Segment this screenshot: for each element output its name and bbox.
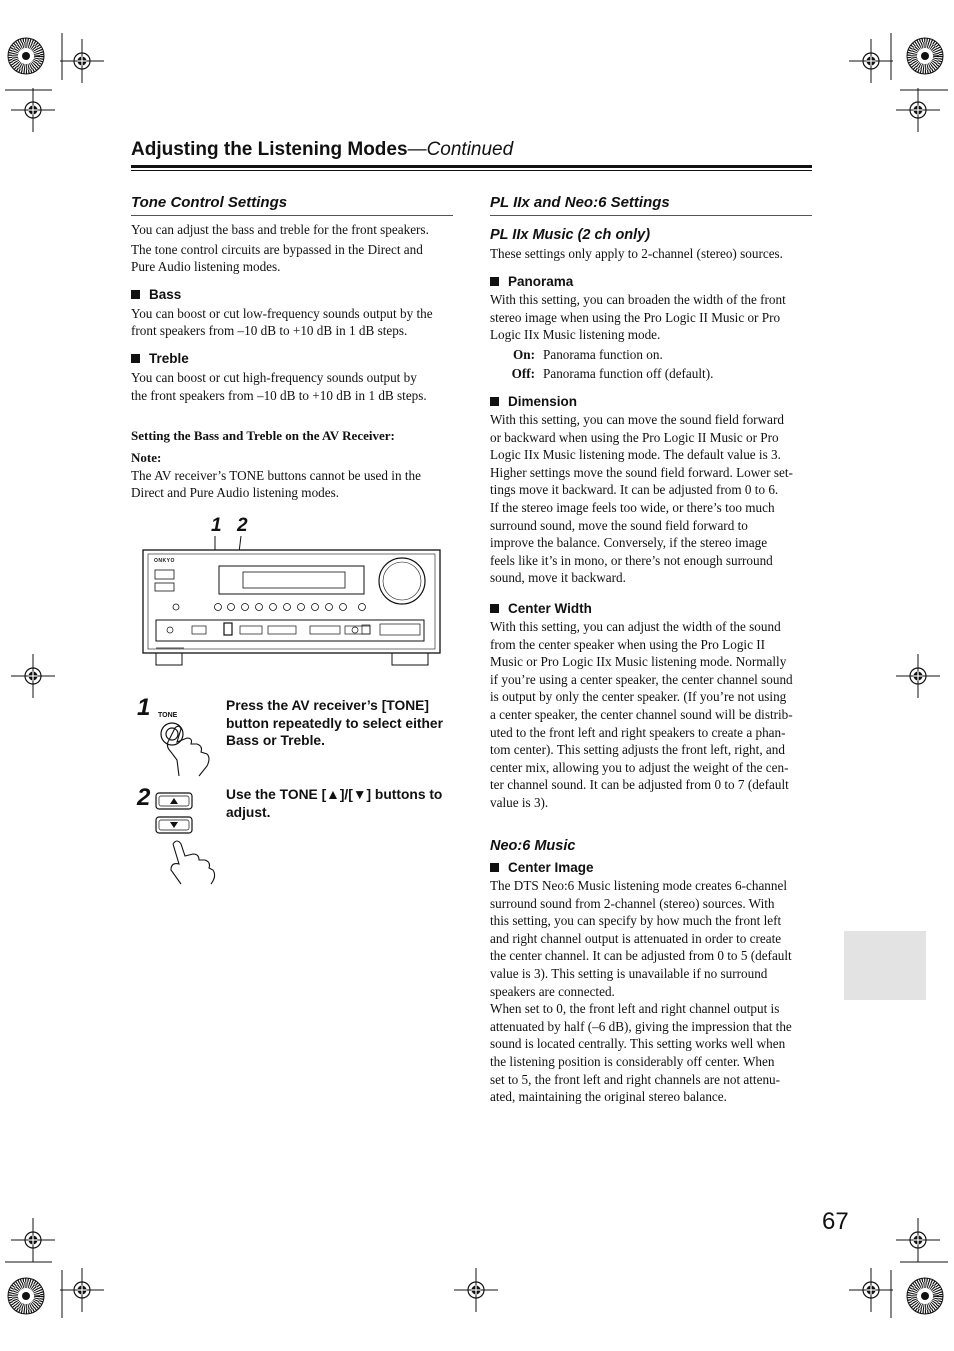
text-line: attenuated by half (–6 dB), giving the impression that the [490,1018,792,1034]
bullet-square-icon [490,277,499,286]
text-line: this setting, you can specify by how much the front left [490,913,782,929]
center-width-text [490,618,793,812]
text-line: the center channel. It can be adjusted from 0 to 5 (default [490,948,792,964]
text-line: stereo image when using the Pro Logic II Music or Pro [490,309,781,325]
text-line: if you’re using a center speaker, the center channel sound [490,671,793,687]
pl-neo-title: PL IIx and Neo:6 Settings [490,194,670,211]
text-line: improve the balance. Conversely, if the stereo image [490,535,768,551]
text-line: With this setting, you can adjust the width of the sound [490,619,781,634]
text-line: the listening position is considerably off center. When [490,1053,775,1069]
panorama-text [490,291,786,344]
text-line: Logic IIx Music listening mode. [490,327,661,343]
page-number: 67 [822,1208,849,1235]
callout-1: 1 [211,515,222,536]
panorama-heading [490,274,573,289]
bullet-square-icon [131,354,140,363]
note-text-1: The AV receiver’s TONE buttons cannot be used in the [131,468,421,483]
tone-control-title: Tone Control Settings [131,194,288,211]
text-line: speakers are connected. [490,983,615,999]
tone-button-label: TONE [158,712,178,719]
dimension-text [490,411,793,587]
text-line: value is 3). This setting is unavailable if no surround [490,965,768,981]
page-title [131,139,513,161]
callout-2: 2 [237,515,248,536]
center-image-label: Center Image [508,860,594,875]
setting-heading: Setting the Bass and Treble on the AV Receiver: [131,428,395,443]
pl-iix-music-text: These settings only apply to 2-channel (stereo) sources. [490,246,783,261]
device-brand-logo: ONKYO [154,558,175,564]
step-2-line-2: adjust. [226,805,271,820]
tone-intro-2a: The tone control circuits are bypassed in the Direct and [131,242,423,257]
panorama-off-row [500,365,713,383]
bass-label: Bass [149,287,182,302]
neo6-music-subtitle: Neo:6 Music [490,838,576,854]
text-line: If the stereo image feels too wide, or there’s too much [490,499,775,515]
text-line: When set to 0, the front left and right channel output is [490,1001,780,1017]
center-image-text [490,877,792,1106]
header-rule [131,165,812,168]
text-line: uted to the front left and right speakers to create a phan- [490,724,786,740]
section-tab [844,931,926,1000]
tone-intro-1: You can adjust the bass and treble for the front speakers. [131,222,429,237]
text-line: and right channel output is attenuated in order to create [490,930,782,946]
panorama-on-row [500,346,663,364]
text-line: With this setting, you can broaden the width of the front [490,292,786,307]
step-2-line-1: Use the TONE [▲]/[▼] buttons to [226,787,443,802]
step-1-number: 1 [137,694,151,721]
page-title-main: Adjusting the Listening Modes [131,139,408,160]
panorama-on-key: On: [513,347,535,362]
center-width-label: Center Width [508,601,592,616]
tone-button-press-icon [155,720,215,778]
av-receiver-illustration [140,536,445,671]
text-line: center mix, allowing you to adjust the weight of the cen- [490,759,789,775]
center-width-heading [490,601,592,616]
panorama-off-key: Off: [511,366,535,381]
center-image-heading [490,860,594,875]
text-line: or backward when using the Pro Logic II Music or Pro [490,429,779,445]
bass-heading [131,287,181,302]
bullet-square-icon [490,604,499,613]
text-line: tings move it backward. It can be adjusted from 0 to 6. [490,482,779,498]
treble-text-2: the front speakers from –10 dB to +10 dB in 1 dB steps. [131,388,427,403]
text-line: With this setting, you can move the sound field forward [490,412,784,427]
text-line: from the center speaker when using the Pro Logic II [490,636,766,652]
bullet-square-icon [490,863,499,872]
text-line: tom center). This setting adjusts the front left, right, and [490,742,785,758]
text-line: ter channel sound. It can be adjusted from 0 to 7 (default [490,777,789,793]
text-line: is output by only the center speaker. (If you’re not using [490,689,787,705]
text-line: set to 5, the front left and right channels are not attenu- [490,1071,781,1087]
bullet-square-icon [490,397,499,406]
text-line: sound, move it backward. [490,570,626,586]
text-line: Logic IIx Music listening mode. The default value is 3. [490,447,781,463]
text-line: The DTS Neo:6 Music listening mode creates 6-channel [490,878,788,893]
treble-label: Treble [149,351,189,366]
tone-intro-2b: Pure Audio listening modes. [131,259,281,274]
tone-section-rule [131,215,453,216]
page-title-continued: —Continued [407,139,514,160]
tone-up-down-buttons-icon [155,792,217,886]
step-1-line-2: button repeatedly to select either [226,716,443,731]
text-line: Higher settings move the sound field forward. Lower set- [490,464,793,480]
header-rule-thin [131,170,812,171]
dimension-heading [490,394,577,409]
text-line: value is 3). [490,794,549,810]
bass-text-2: front speakers from –10 dB to +10 dB in 1 dB steps. [131,323,408,338]
bass-text-1: You can boost or cut low-frequency sounds output by the [131,306,433,321]
dimension-label: Dimension [508,394,578,409]
note-label: Note: [131,450,162,465]
step-1-line-1: Press the AV receiver’s [TONE] [226,698,429,713]
panorama-off-value: Panorama function off (default). [543,366,714,381]
panorama-on-value: Panorama function on. [543,347,663,362]
panorama-label: Panorama [508,274,574,289]
treble-text-1: You can boost or cut high-frequency sounds output by [131,370,417,385]
pl-iix-music-subtitle: PL IIx Music (2 ch only) [490,227,651,243]
text-line: surround sound, move the sound field forward to [490,517,748,533]
text-line: feels like it’s in mono, or there’s not enough surround [490,552,773,568]
bullet-square-icon [131,290,140,299]
pl-section-rule [490,215,812,216]
note-text-2: Direct and Pure Audio listening modes. [131,485,340,500]
text-line: Music or Pro Logic IIx Music listening mode. Normally [490,654,787,670]
step-2-number: 2 [137,784,151,811]
text-line: surround sound from 2-channel (stereo) sources. With [490,895,775,911]
text-line: sound is located centrally. This setting works well when [490,1036,786,1052]
text-line: a center speaker, the center channel sound will be distrib- [490,706,793,722]
treble-heading [131,351,189,366]
text-line: ated, maintaining the original stereo balance. [490,1089,727,1105]
step-1-line-3: Bass or Treble. [226,733,325,748]
